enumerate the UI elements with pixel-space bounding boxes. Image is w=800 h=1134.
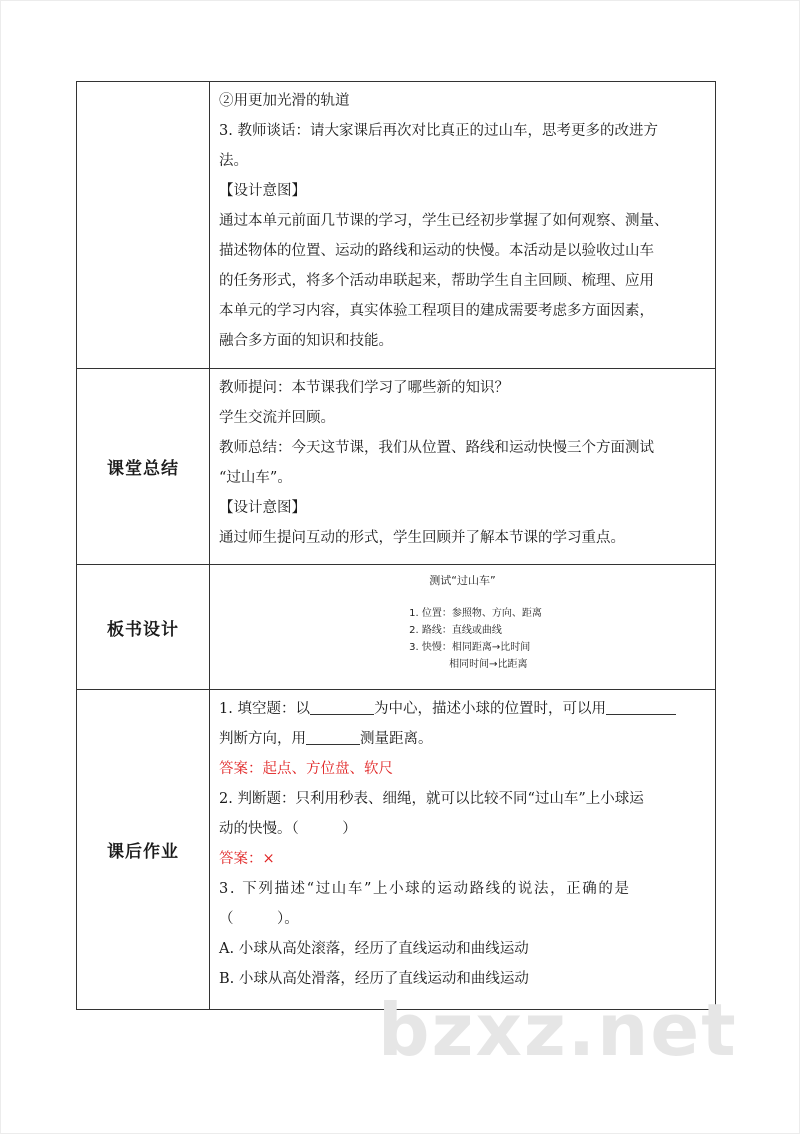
row-label-board: 板书设计 [77, 565, 210, 690]
text-line: 通过本单元前面几节课的学习，学生已经初步掌握了如何观察、测量、 [219, 213, 669, 229]
board-item: 相同时间→比距离 [449, 659, 528, 670]
row-label-empty [77, 82, 210, 369]
text-line: 教师提问：本节课我们学习了哪些新的知识？ [219, 380, 509, 396]
board-item: 3. 快慢：相同距离→比时间 [409, 642, 531, 653]
option-a: A. 小球从高处滚落，经历了直线运动和曲线运动 [219, 941, 529, 957]
row-label-homework: 课后作业 [77, 690, 210, 1010]
summary-content [210, 369, 715, 559]
text-line: 通过师生提问互动的形式，学生回顾并了解本节课的学习重点。 [219, 530, 625, 546]
board-item: 1. 位置：参照物、方向、距离 [409, 608, 542, 619]
table-row-continuation [77, 82, 716, 369]
question-2: 2. 判断题：只利用秒表、细绳，就可以比较不同“过山车”上小球运 [219, 791, 644, 807]
text-line: “过山车”。 [219, 470, 292, 486]
homework-content [210, 690, 715, 1000]
fill-blank [606, 696, 676, 715]
answer-2: 答案：× [219, 851, 275, 867]
option-b: B. 小球从高处滑落，经历了直线运动和曲线运动 [219, 971, 529, 987]
row-label-summary: 课堂总结 [77, 369, 210, 565]
question-3: 3. 下列描述“过山车”上小球的运动路线的说法，正确的是 [219, 881, 631, 897]
question-1-cont [219, 724, 707, 754]
table-row-summary [77, 369, 716, 565]
question-2-cont: 动的快慢。（ ） [219, 821, 357, 837]
question-text: 测量距离。 [360, 731, 433, 747]
design-intent-heading: 【设计意图】 [219, 500, 306, 516]
lesson-plan-table [76, 81, 716, 1010]
table-row-board [77, 565, 716, 690]
text-line: 学生交流并回顾。 [219, 410, 335, 426]
board-item: 2. 路线：直线或曲线 [409, 625, 502, 636]
text-line: 3. 教师谈话：请大家课后再次对比真正的过山车，思考更多的改进方 [219, 123, 658, 139]
design-intent-heading: 【设计意图】 [219, 183, 306, 199]
watermark: bzxz.net [378, 988, 738, 1072]
answer-1: 答案：起点、方位盘、软尺 [219, 761, 393, 777]
fill-blank [306, 726, 360, 745]
text-line: 描述物体的位置、运动的路线和运动的快慢。本活动是以验收过山车 [219, 243, 654, 259]
question-3-cont: （ ）。 [219, 911, 299, 927]
board-title: 测试“过山车” [429, 574, 496, 587]
text-line: 的任务形式，将多个活动串联起来，帮助学生自主回顾、梳理、应用 [219, 273, 654, 289]
table-row-homework [77, 690, 716, 1010]
text-line: 法。 [219, 153, 248, 169]
board-lines [409, 605, 542, 673]
fill-blank [310, 696, 374, 715]
question-text: 为中心，描述小球的位置时，可以用 [373, 701, 606, 717]
text-line: 融合多方面的知识和技能。 [219, 333, 393, 349]
continuation-content [210, 82, 715, 362]
text-line: ②用更加光滑的轨道 [219, 93, 350, 109]
question-1 [219, 694, 707, 724]
text-line: 教师总结：今天这节课，我们从位置、路线和运动快慢三个方面测试 [219, 440, 654, 456]
question-text: 1. 填空题：以 [219, 701, 310, 717]
text-line: 本单元的学习内容，真实体验工程项目的建成需要考虑多方面因素， [219, 303, 654, 319]
board-design [210, 565, 715, 681]
question-text: 判断方向，用 [219, 731, 306, 747]
